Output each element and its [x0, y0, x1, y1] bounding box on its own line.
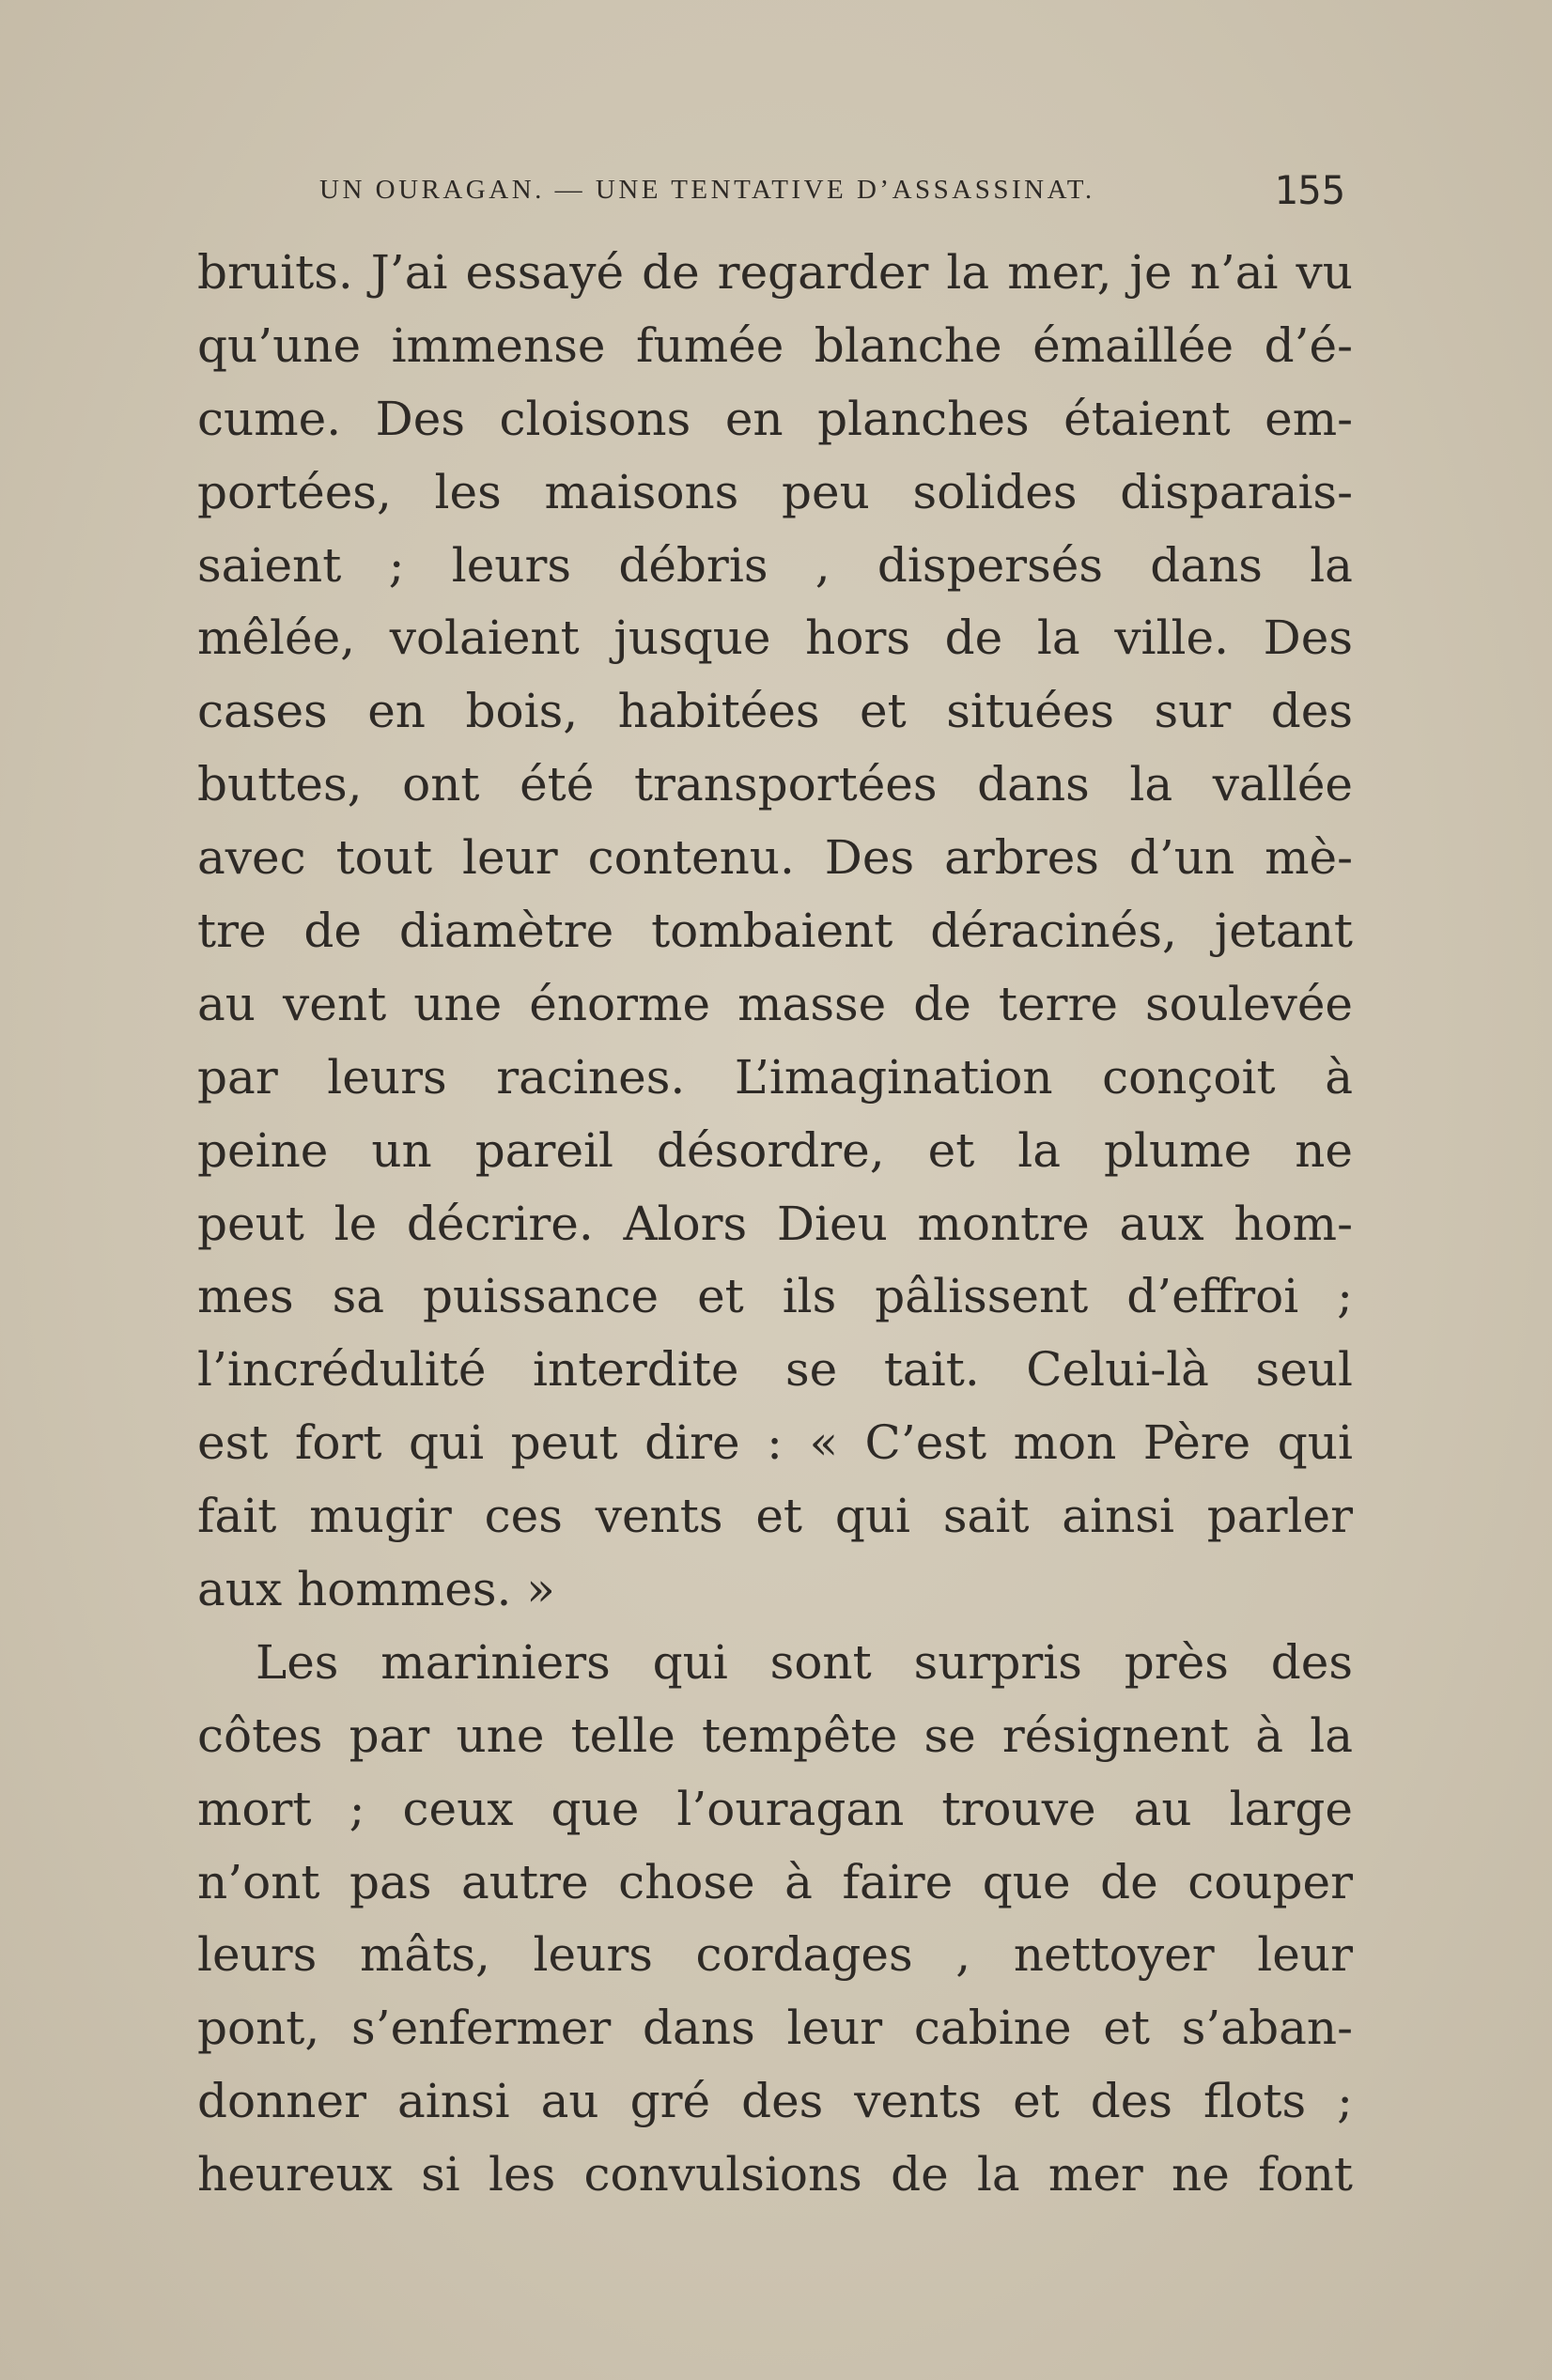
text-line: au vent une énorme masse de terre soulevée	[197, 976, 1353, 1031]
text-line: est fort qui peut dire : « C’est mon Père qui	[197, 1415, 1353, 1471]
text-line: peut le décrire. Alors Dieu montre aux hom-	[197, 1196, 1353, 1251]
text-line: qu’une immense fumée blanche émaillée d’é-	[197, 317, 1353, 373]
page-header	[319, 167, 1345, 220]
text-line: buttes, ont été transportées dans la vallée	[197, 757, 1353, 812]
text-line: portées, les maisons peu solides disparais-	[197, 464, 1353, 519]
text-line: l’incrédulité interdite se tait. Celui-là seul	[197, 1342, 1353, 1398]
text-line: bruits. J’ai essayé de regarder la mer, je n’ai vu	[197, 245, 1353, 300]
text-line: heureux si les convulsions de la mer ne font	[197, 2147, 1353, 2202]
text-line: par leurs racines. L’imagination conçoit à	[197, 1049, 1353, 1105]
text-line: pont, s’enfermer dans leur cabine et s’aban-	[197, 2001, 1353, 2056]
text-line: saient ; leurs débris , dispersés dans la	[197, 537, 1353, 593]
text-line: cases en bois, habitées et situées sur des	[197, 684, 1353, 739]
body-text	[197, 237, 1353, 2212]
running-title: UN OURAGAN. — UNE TENTATIVE D’ASSASSINAT.	[319, 175, 1095, 205]
paragraph-end-line: aux hommes. »	[197, 1562, 555, 1617]
text-line: mes sa puissance et ils pâlissent d’effroi ;	[197, 1269, 1353, 1324]
text-line: tre de diamètre tombaient déracinés, jetant	[197, 904, 1353, 959]
text-line: avec tout leur contenu. Des arbres d’un mè-	[197, 830, 1353, 886]
text-line: donner ainsi au gré des vents et des flots ;	[197, 2074, 1353, 2129]
text-line: fait mugir ces vents et qui sait ainsi parler	[197, 1489, 1353, 1544]
text-line: côtes par une telle tempête se résignent à la	[197, 1708, 1353, 1763]
paragraph-first-line: Les mariniers qui sont surpris près des	[256, 1634, 1353, 1690]
text-line: leurs mâts, leurs cordages , nettoyer leur	[197, 1927, 1353, 1983]
text-line: peine un pareil désordre, et la plume ne	[197, 1122, 1353, 1178]
text-line: mort ; ceux que l’ouragan trouve au large	[197, 1781, 1353, 1836]
text-line: mêlée, volaient jusque hors de la ville. Des	[197, 610, 1353, 666]
text-line: cume. Des cloisons en planches étaient em-	[197, 391, 1353, 446]
page-number: 155	[1274, 167, 1345, 213]
text-line: n’ont pas autre chose à faire que de couper	[197, 1854, 1353, 1909]
